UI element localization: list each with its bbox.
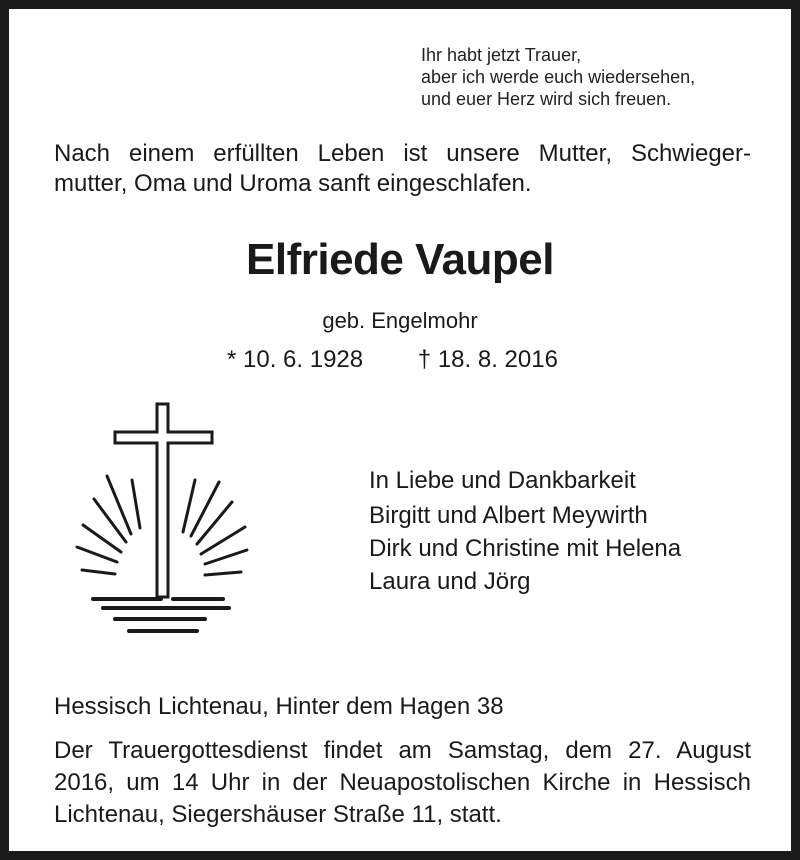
intro-line: mutter, Oma und Uroma sanft eingeschlafen.	[54, 170, 532, 197]
maiden-name: geb. Engelmohr	[322, 308, 478, 333]
life-dates	[227, 344, 558, 376]
funeral-service-text	[54, 735, 751, 831]
motto-line: Ihr habt jetzt Trauer,	[421, 45, 582, 65]
mourner-name: Laura und Jörg	[369, 568, 531, 595]
thanks-line: In Liebe und Dankbarkeit	[369, 467, 636, 494]
birth-date: * 10. 6. 1928	[227, 346, 364, 373]
service-line: Lichtenau, Siegershäuser Straße 11, statt.	[54, 801, 502, 828]
mourner-name: Birgitt und Albert Meywirth	[369, 502, 648, 529]
cross-with-rising-sun-and-water-icon	[69, 394, 269, 639]
service-line: Der Trauergottesdienst findet am Samstag, dem 27. August	[54, 737, 751, 764]
obituary-card	[9, 9, 791, 851]
intro-line: Nach einem erfüllten Leben ist unsere Mutter, Schwieger-	[54, 140, 751, 167]
mourner-name: Dirk und Christine mit Helena	[369, 535, 682, 562]
death-date: † 18. 8. 2016	[417, 346, 558, 373]
deceased-name: Elfriede Vaupel	[246, 235, 554, 284]
motto-verse	[421, 44, 695, 110]
intro-text	[54, 139, 751, 199]
mourners-block	[369, 464, 681, 598]
motto-line: aber ich werde euch wiedersehen,	[421, 67, 696, 87]
service-line: 2016, um 14 Uhr in der Neuapostolischen Kirche in Hessisch	[54, 769, 751, 796]
family-address: Hessisch Lichtenau, Hinter dem Hagen 38	[54, 693, 504, 720]
motto-line: und euer Herz wird sich freuen.	[421, 89, 672, 109]
